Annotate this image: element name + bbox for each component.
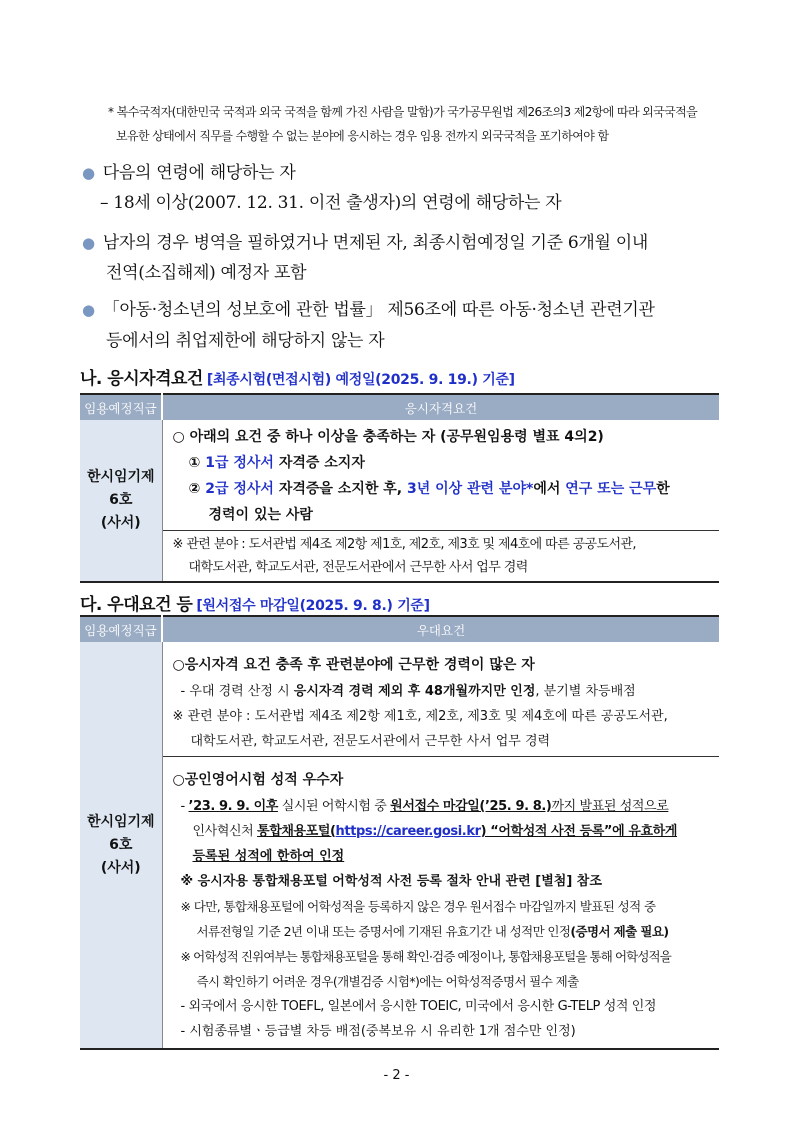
- nationality-note-line-2: 보유한 상태에서 직무를 수행할 수 없는 분야에 응시하는 경우 임용 전까지 외국국적을 포기하여야 함: [116, 129, 609, 143]
- bullet-military: ● 남자의 경우 병역을 필하였거나 면제된 자, 최종시험예정일 기준 6개월 이내: [82, 233, 649, 253]
- requirement-2: ② 2급 정사서 자격증을 소지한 후, 3년 이상 관련 분야*에서 연구 또는 근무한: [188, 481, 670, 497]
- bullet-age: ● 다음의 연령에 해당하는 자: [82, 163, 296, 183]
- col-header-grade: 임용예정직급: [80, 394, 162, 420]
- preference-experience: ○응시자격 요건 충족 후 관련분야에 근무한 경력이 많은 자 - 우대 경력 산정 시 응시자격 경력 제외 후 48개월까지만 인정, 분기별 차등배점 ※ 관련 분야 : 도서관법 제4조 제2항 제1호, 제2호, 제3호 및 제4호에 따른 공공도서관, 대학도서관, 학교도서관, 전문도서관에서 근무한 사서 업무 경력: [172, 657, 668, 749]
- qualification-table: [80, 393, 719, 583]
- requirement-1: ① 1급 정사서 자격증 소지자: [188, 455, 365, 471]
- section-da-heading: 다. 우대요건 등 [원서접수 마감일(2025. 9. 8.) 기준]: [80, 595, 430, 615]
- section-da-basis: [원서접수 마감일(2025. 9. 8.) 기준]: [196, 598, 430, 614]
- bullet-child-protection-line-2: 등에서의 취업제한에 해당하지 않는 자: [106, 331, 385, 351]
- grade-cell: 한시임기제 6호 (사서): [80, 420, 162, 582]
- related-field-note: ※ 관련 분야 : 도서관법 제4조 제2항 제1호, 제2호, 제3호 및 제4호에 따른 공공도서관, 대학도서관, 학교도서관, 전문도서관에서 근무한 사서 업무 경력: [163, 530, 720, 581]
- bullet-child-protection: ● 「아동·청소년의 성보호에 관한 법률」 제56조에 따른 아동·청소년 관련기관: [82, 300, 655, 320]
- requirement-list: [163, 420, 720, 530]
- col-header-preference: 우대요건: [162, 616, 719, 642]
- col-header-grade: 임용예정직급: [80, 616, 162, 642]
- bullet-military-line-2: 전역(소집해제) 예정자 포함: [106, 263, 307, 283]
- career-gosi-link[interactable]: https://career.gosi.kr: [335, 824, 481, 839]
- section-na-basis: [최종시험(면접시험) 예정일(2025. 9. 19.) 기준]: [206, 372, 515, 388]
- nationality-note-line-1: * 복수국적자(대한민국 국적과 외국 국적을 함께 가진 사람을 말함)가 국가공무원법 제26조의3 제2항에 따라 외국국적을: [108, 105, 698, 119]
- requirement-2-line-2: 경력이 있는 사람: [208, 507, 313, 523]
- page-number: - 2 -: [383, 1068, 410, 1083]
- bullet-dot-icon: ●: [82, 164, 95, 182]
- bullet-age-detail: – 18세 이상(2007. 12. 31. 이전 출생자)의 연령에 해당하는 자: [100, 193, 562, 213]
- bullet-dot-icon: ●: [82, 234, 95, 252]
- preference-english: ○공인영어시험 성적 우수자 - ’23. 9. 9. 이후 실시된 어학시험 중 원서접수 마감일(’25. 9. 8.)까지 발표된 성적으로 인사혁신처 통합채용포털(https://career.gosi.kr) “어학성적 사전 등록”에 유효하게 등록된 성적에 한하여 인정 ※ 응시자용 통합채용포털 어학성적 사전 등록 절차 안내 관련 [별첨] 참조 ※ 다만, 통합채용포털에 어학성적을 등록하지 않은 경우 원서접수 마감일까지 발표된 성적 중 서류전형일 기준 2년 이내 또는 증명서에 기재된 유효기간 내 성적만 인정(증명서 제출 필요) ※ 어학성적 진위여부는 통합채용포털을 통해 확인·검증 예정이나, 통합채용포털을 통해 어학성적을 즉시 확인하기 어려운 경우(개별검증 시험*)에는 어학성적증명서 필수 제출 - 외국에서 응시한 TOEFL, 일본에서 응시한 TOEIC, 미국에서 응시한 G-TELP 성적 인정 - 시험종류별ㆍ등급별 차등 배점(중복보유 시 유리한 1개 점수만 인정): [163, 756, 720, 1048]
- section-na-heading: 나. 응시자격요건 [최종시험(면접시험) 예정일(2025. 9. 19.) 기준]: [80, 369, 515, 389]
- col-header-requirements: 응시자격요건: [162, 394, 719, 420]
- bullet-dot-icon: ●: [82, 301, 95, 319]
- preference-table: [80, 615, 719, 1050]
- grade-cell: 한시임기제 6호 (사서): [80, 642, 162, 1049]
- requirement-main: ○ 아래의 요건 중 하나 이상을 충족하는 자 (공무원임용령 별표 4의2): [172, 429, 604, 445]
